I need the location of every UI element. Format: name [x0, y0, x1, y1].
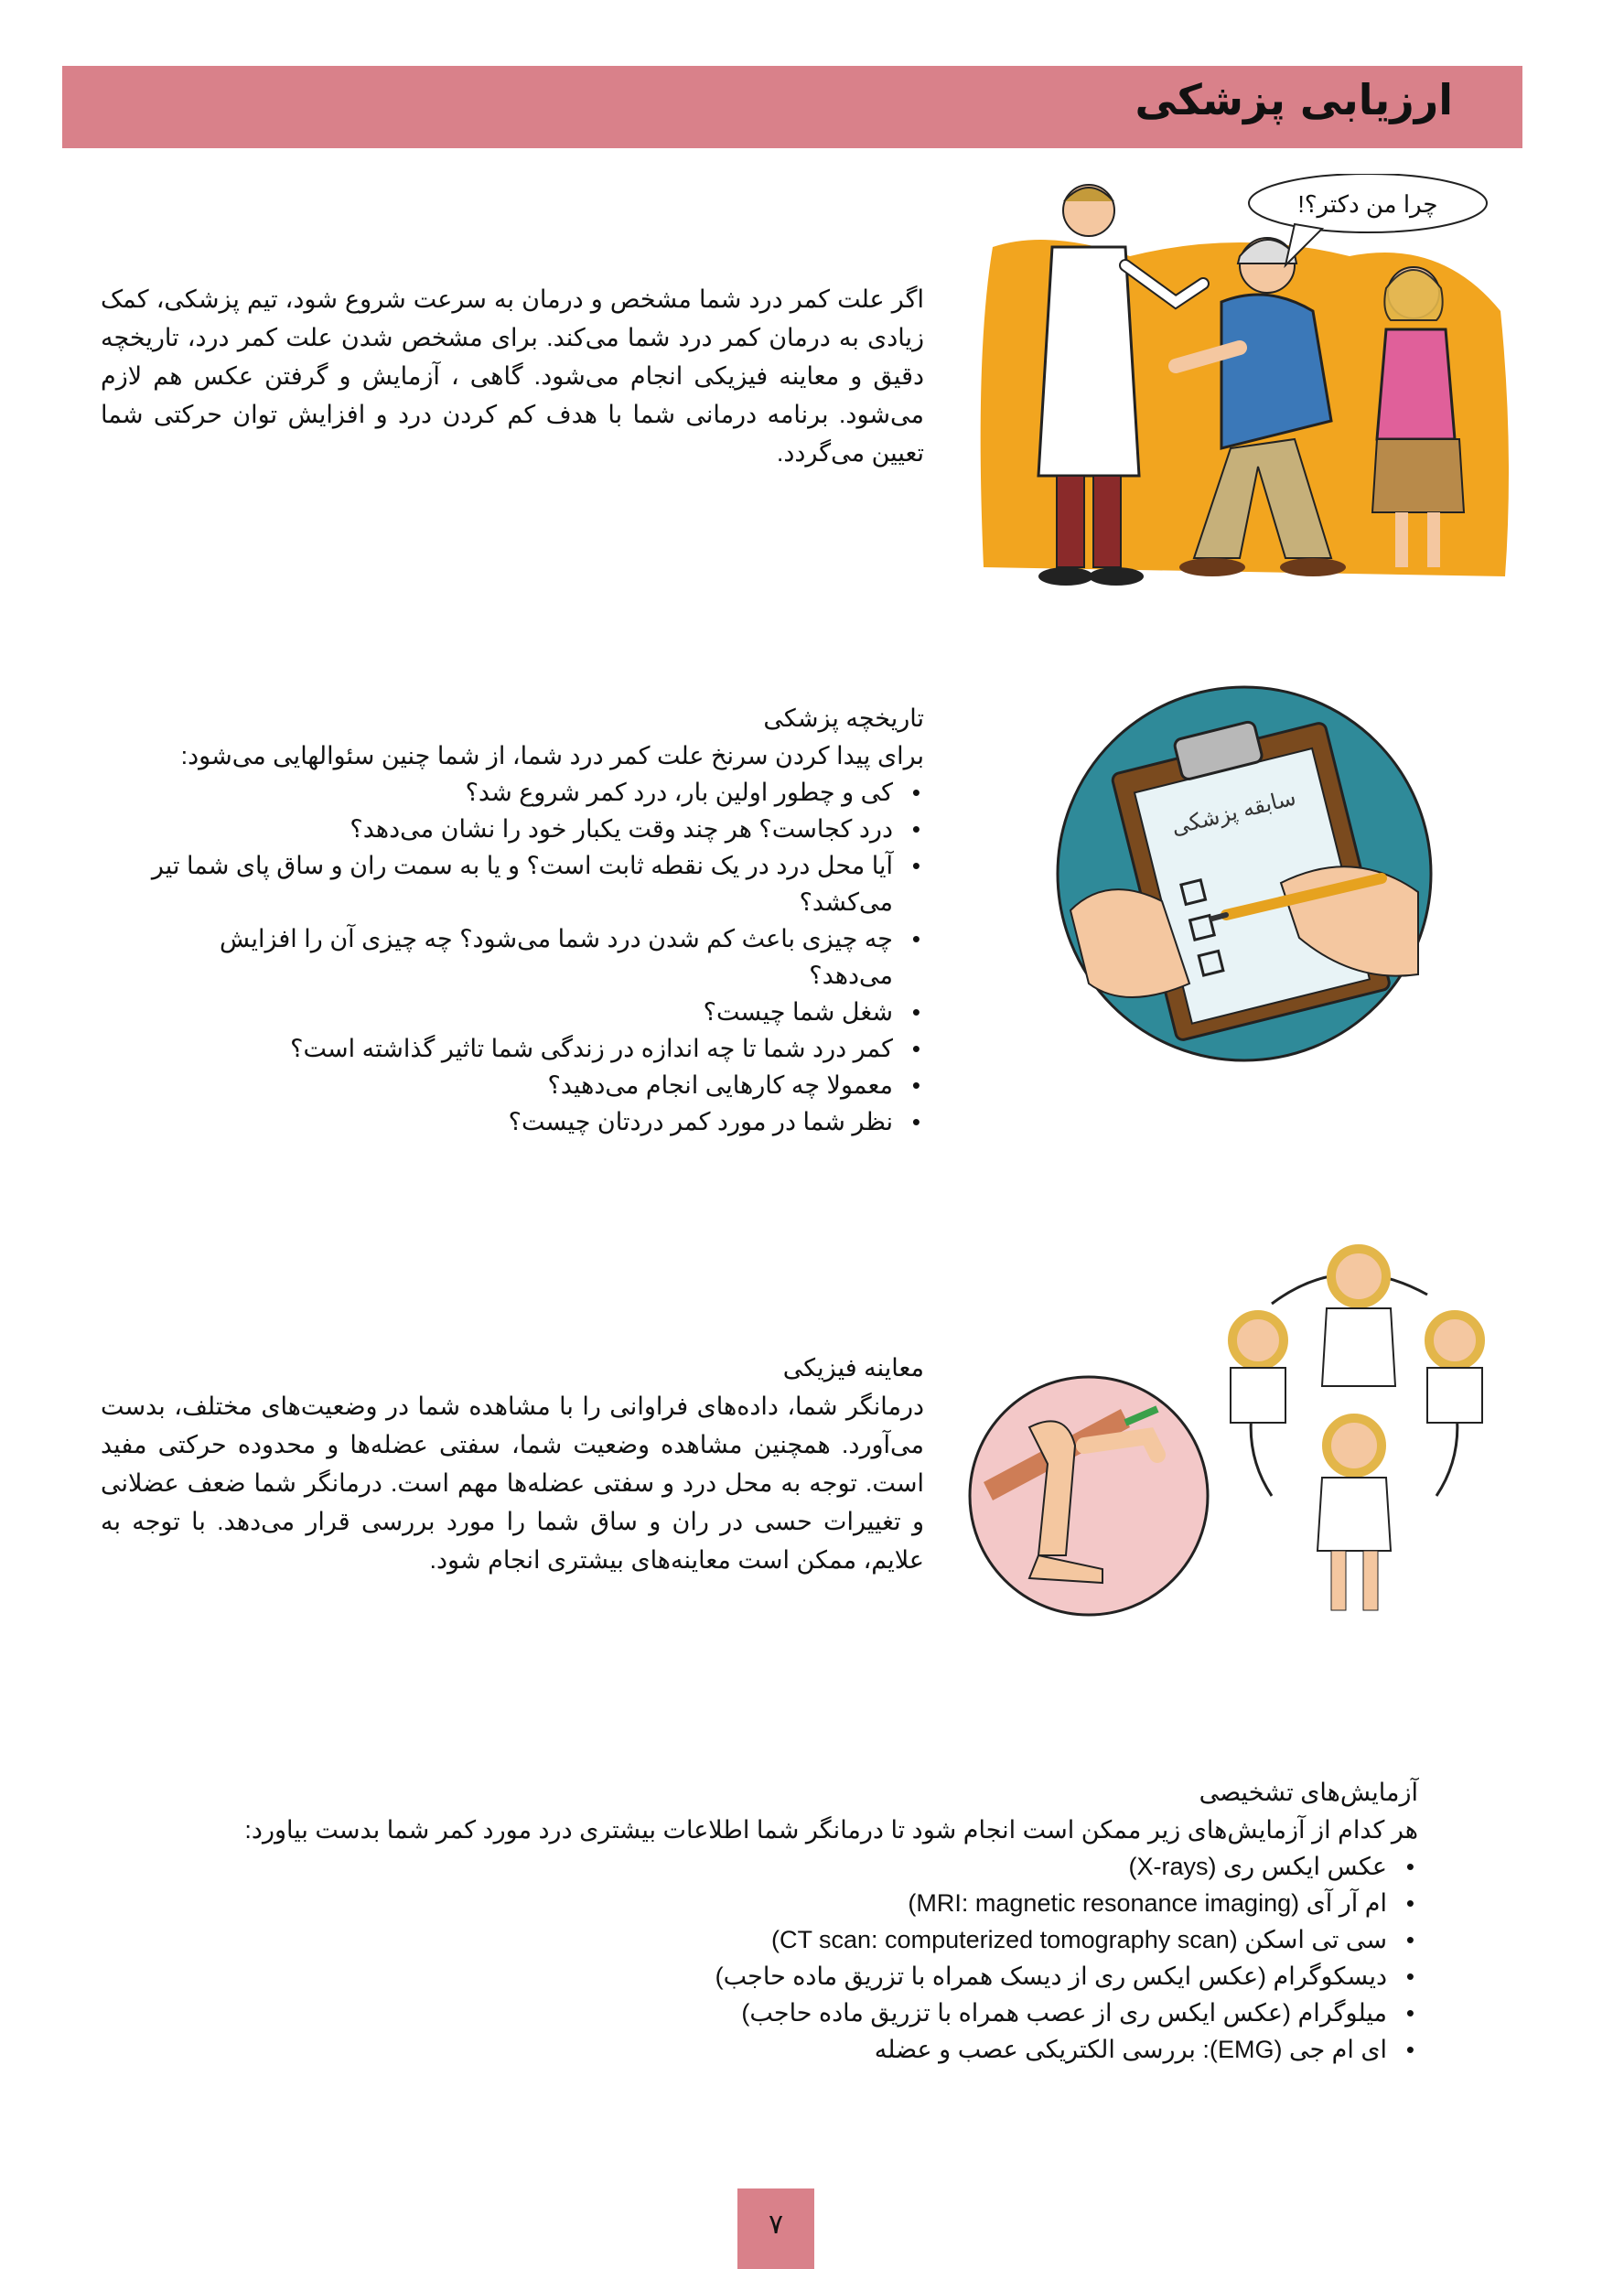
tests-lead: هر کدام از آزمایش‌های زیر ممکن است انجام شود تا درمانگر شما اطلاعات بیشتری درد مورد کمر شما بدست بیاورد:: [244, 1816, 1418, 1844]
header-bar: [62, 66, 1522, 148]
list-item: • شغل شما چیست؟: [146, 994, 893, 1030]
history-section: [146, 699, 924, 1140]
posture-exam-illustration: [1208, 1240, 1500, 1624]
speech-bubble-text: چرا من دکتر؟!: [1297, 190, 1438, 218]
exam-section: [101, 1349, 924, 1579]
intro-paragraph: اگر علت کمر درد شما مشخص و درمان به سرعت شروع شود، تیم پزشکی، کمک زیادی به درمان کمر درد شما می‌کند. برای مشخص شدن علت کمر درد، تاریخچه دقیق و معاینه فیزیکی انجام می‌شود. گاهی ، آزمایش و گرفتن عکس هم لازم می‌شود. برنامه درمانی شما با هدف کم کردن درد و افزایش توان حرکتی شما تعیین می‌گردد.: [101, 285, 924, 467]
list-item: • کی و چطور اولین بار، درد کمر شروع شد؟: [146, 774, 893, 811]
exam-paragraph: درمانگر شما، داده‌های فراوانی را با مشاهده شما در وضعیت‌های مختلف، بدست می‌آورد. همچنین مشاهده وضعیت شما، سفتی عضله‌ها و محدوده حرکتی مفید است. توجه به محل درد و سفتی عضله‌ها مهم است. درمانگر شما ضعف عضلانی و تغییرات حسی در ران و ساق شما را مورد بررسی قرار می‌دهد. با توجه به علایم، ممکن است معاینه‌های بیشتری انجام شود.: [101, 1393, 925, 1574]
history-lead: برای پیدا کردن سرنخ علت کمر درد شما، از شما چنین سئوالهایی می‌شود:: [180, 742, 924, 769]
list-item: • میلوگرام (عکس ایکس ری از عصب همراه با تزریق ماده حاجب): [201, 1995, 1387, 2031]
list-item: • سی تی اسکن (CT scan: computerized tomography scan): [201, 1921, 1387, 1958]
list-item: • ای ام جی (EMG): بررسی الکتریکی عصب و عضله: [201, 2031, 1387, 2068]
tests-section: [201, 1773, 1418, 2068]
exam-title: معاینه فیزیکی: [782, 1354, 924, 1382]
list-item: • ام آر آی (MRI: magnetic resonance imaging): [201, 1885, 1387, 1921]
list-item: • آیا محل درد در یک نقطه ثابت است؟ و یا به سمت ران و ساق پای شما تیر می‌کشد؟: [146, 847, 893, 920]
history-question-list: [146, 774, 924, 1140]
list-item: • معمولا چه کارهایی انجام می‌دهید؟: [146, 1067, 893, 1103]
intro-section: [101, 280, 924, 472]
page-number: ۷: [768, 2209, 784, 2241]
clipboard-label: سابقه پزشکی: [1168, 785, 1299, 841]
leg-exam-illustration: [965, 1372, 1212, 1619]
list-item: • نظر شما در مورد کمر دردتان چیست؟: [146, 1103, 893, 1140]
history-title: تاریخچه پزشکی: [763, 704, 924, 732]
list-item: • دیسکوگرام (عکس ایکس ری از دیسک همراه با تزریق ماده حاجب): [201, 1958, 1387, 1995]
clipboard-illustration: [1052, 682, 1436, 1066]
page-title: ارزیابی پزشکی: [1135, 75, 1453, 124]
list-item: • چه چیزی باعث کم شدن درد شما می‌شود؟ چه چیزی آن را افزایش می‌دهد؟: [146, 920, 893, 994]
tests-title: آزمایش‌های تشخیصی: [1199, 1779, 1418, 1806]
doctor-illustration: [965, 174, 1514, 613]
tests-list: [201, 1848, 1418, 2068]
list-item: • کمر درد شما تا چه اندازه در زندگی شما تاثیر گذاشته است؟: [146, 1030, 893, 1067]
list-item: • درد کجاست؟ هر چند وقت یکبار خود را نشان می‌دهد؟: [146, 811, 893, 847]
page-number-box: [737, 2188, 814, 2269]
list-item: • عکس ایکس ری (X-rays): [201, 1848, 1387, 1885]
